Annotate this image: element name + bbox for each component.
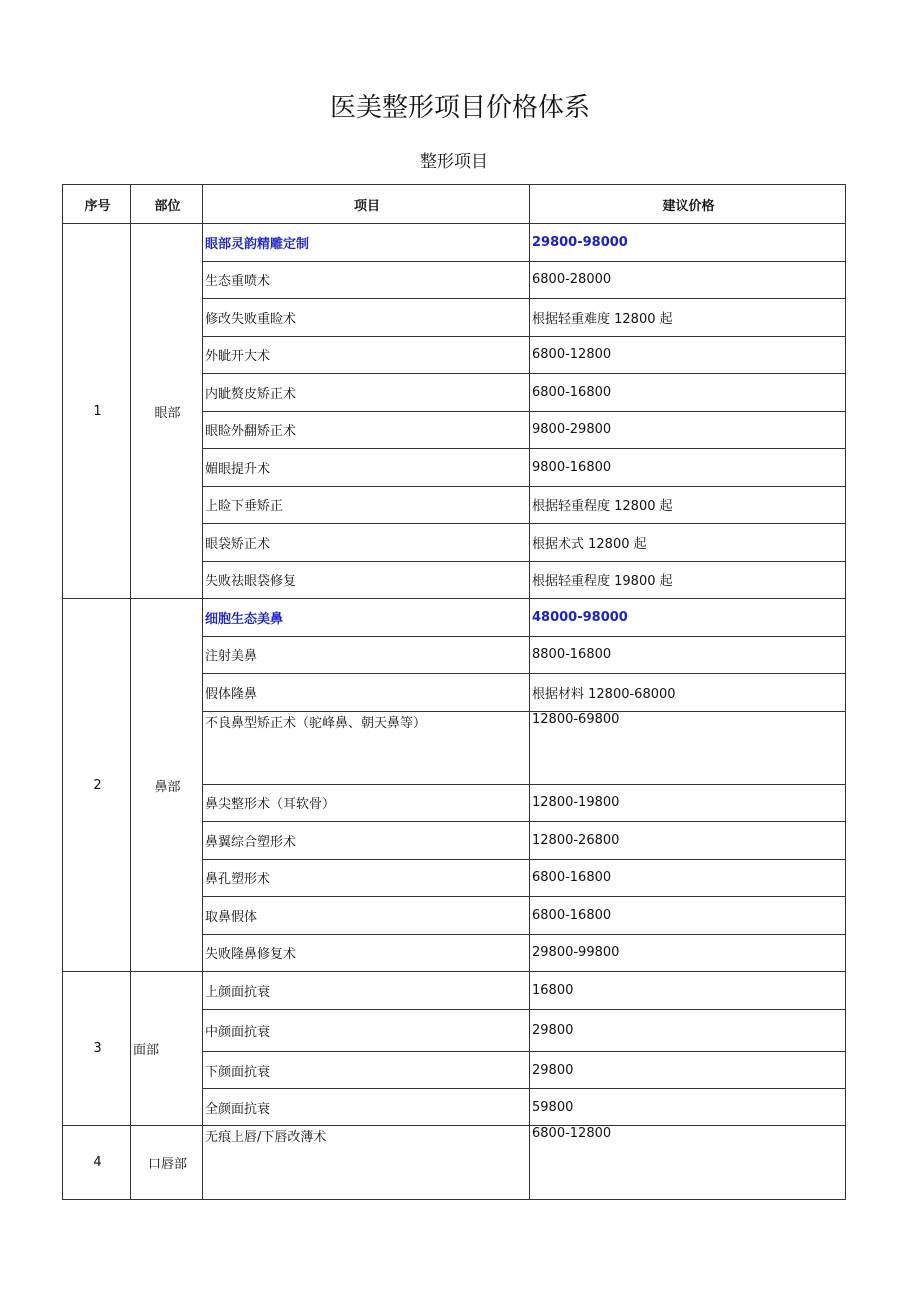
item-cell: 生态重喷术	[203, 261, 530, 299]
item-cell: 失败祛眼袋修复	[203, 561, 530, 599]
price-cell: 48000-98000	[530, 599, 846, 637]
price-cell: 6800-12800	[530, 336, 846, 374]
price-cell: 12800-19800	[530, 784, 846, 822]
item-cell: 不良鼻型矫正术（驼峰鼻、朝天鼻等）	[203, 711, 530, 784]
item-cell: 修改失败重睑术	[203, 299, 530, 337]
price-cell: 29800-98000	[530, 224, 846, 262]
table-row	[63, 1126, 846, 1200]
table-row	[63, 599, 846, 637]
price-cell: 8800-16800	[530, 636, 846, 674]
item-cell: 中颜面抗衰	[203, 1010, 530, 1052]
price-cell: 16800	[530, 972, 846, 1010]
price-cell: 29800-99800	[530, 934, 846, 972]
item-cell: 眼部灵韵精雕定制	[203, 224, 530, 262]
group-part: 面部	[131, 972, 203, 1126]
item-cell: 眼袋矫正术	[203, 524, 530, 562]
group-no: 1	[63, 224, 131, 599]
group-no: 2	[63, 599, 131, 972]
item-cell: 外眦开大术	[203, 336, 530, 374]
price-cell: 6800-28000	[530, 261, 846, 299]
item-cell: 鼻孔塑形术	[203, 859, 530, 897]
price-cell: 根据轻重难度 12800 起	[530, 299, 846, 337]
group-part: 鼻部	[131, 599, 203, 972]
header-price: 建议价格	[530, 185, 846, 224]
price-cell: 根据术式 12800 起	[530, 524, 846, 562]
item-cell: 鼻翼综合塑形术	[203, 822, 530, 860]
price-cell: 12800-26800	[530, 822, 846, 860]
item-cell: 注射美鼻	[203, 636, 530, 674]
item-cell: 取鼻假体	[203, 897, 530, 935]
group-part: 口唇部	[131, 1126, 203, 1200]
header-no: 序号	[63, 185, 131, 224]
item-cell: 失败隆鼻修复术	[203, 934, 530, 972]
item-cell: 上颜面抗衰	[203, 972, 530, 1010]
price-cell: 29800	[530, 1052, 846, 1089]
item-cell: 媚眼提升术	[203, 449, 530, 487]
price-cell: 6800-16800	[530, 374, 846, 412]
item-cell: 上睑下垂矫正	[203, 486, 530, 524]
item-cell: 细胞生态美鼻	[203, 599, 530, 637]
section-subtitle: 整形项目	[420, 152, 488, 172]
item-cell: 鼻尖整形术（耳软骨）	[203, 784, 530, 822]
table-row	[63, 224, 846, 262]
price-cell: 根据轻重程度 19800 起	[530, 561, 846, 599]
group-no: 4	[63, 1126, 131, 1200]
price-cell: 根据材料 12800-68000	[530, 674, 846, 712]
header-part: 部位	[131, 185, 203, 224]
price-cell: 6800-12800	[530, 1126, 846, 1200]
item-cell: 内眦赘皮矫正术	[203, 374, 530, 412]
price-cell: 6800-16800	[530, 897, 846, 935]
price-cell: 12800-69800	[530, 711, 846, 784]
group-no: 3	[63, 972, 131, 1126]
group-part: 眼部	[131, 224, 203, 599]
price-cell: 29800	[530, 1010, 846, 1052]
header-item: 项目	[203, 185, 530, 224]
table-row	[63, 972, 846, 1010]
price-cell: 59800	[530, 1089, 846, 1126]
price-cell: 9800-16800	[530, 449, 846, 487]
price-cell: 6800-16800	[530, 859, 846, 897]
price-cell: 根据轻重程度 12800 起	[530, 486, 846, 524]
price-table	[62, 184, 846, 1200]
item-cell: 无痕上唇/下唇改薄术	[203, 1126, 530, 1200]
item-cell: 假体隆鼻	[203, 674, 530, 712]
item-cell: 全颜面抗衰	[203, 1089, 530, 1126]
price-cell: 9800-29800	[530, 411, 846, 449]
item-cell: 眼睑外翻矫正术	[203, 411, 530, 449]
item-cell: 下颜面抗衰	[203, 1052, 530, 1089]
page-title: 医美整形项目价格体系	[329, 93, 590, 123]
